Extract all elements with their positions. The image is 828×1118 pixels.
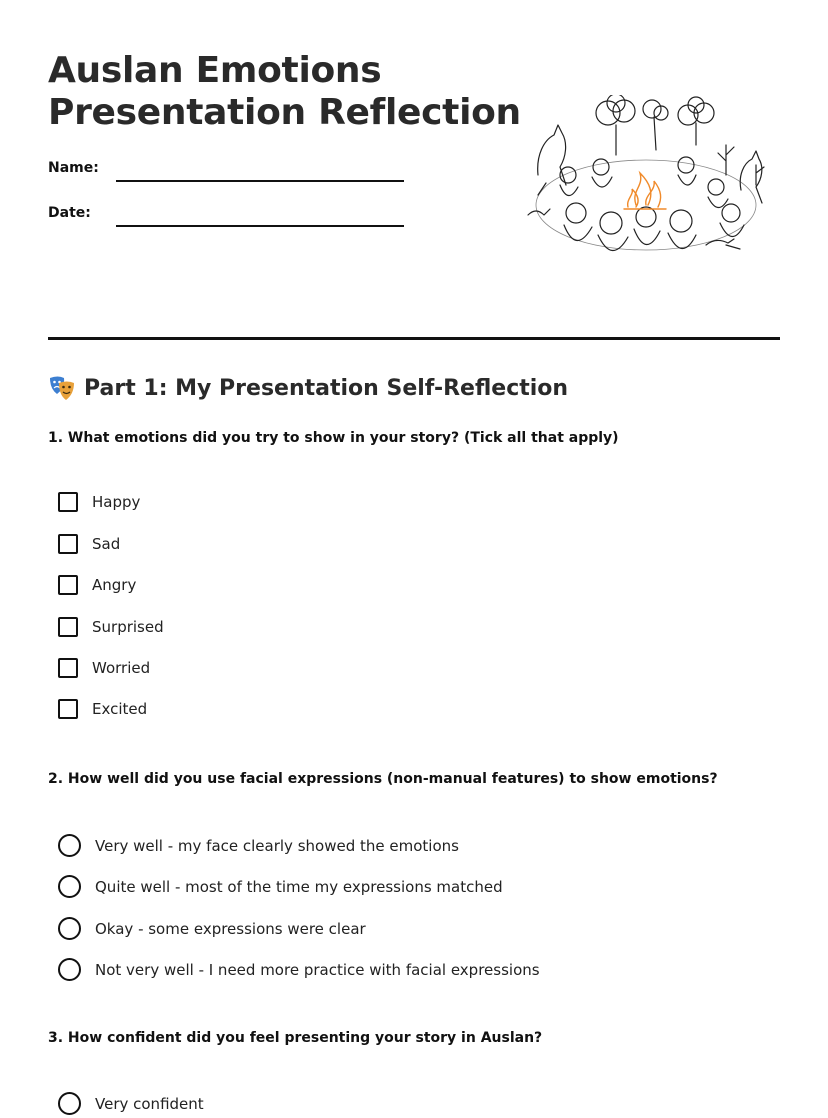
q1-option-worried[interactable] bbox=[58, 658, 150, 678]
option-label: Happy bbox=[92, 493, 141, 511]
q2-option-not-very-well[interactable] bbox=[58, 958, 540, 981]
radio-button[interactable] bbox=[58, 917, 81, 940]
page-title bbox=[48, 50, 521, 134]
option-label: Angry bbox=[92, 576, 137, 594]
q1-option-sad[interactable] bbox=[58, 534, 120, 554]
option-label: Surprised bbox=[92, 618, 164, 636]
radio-button[interactable] bbox=[58, 875, 81, 898]
section-divider bbox=[48, 337, 780, 340]
theatre-masks-icon bbox=[48, 374, 76, 402]
date-label: Date: bbox=[48, 205, 91, 221]
name-field[interactable] bbox=[116, 180, 404, 182]
checkbox[interactable] bbox=[58, 575, 78, 595]
part-1-heading-text: Part 1: My Presentation Self-Reflection bbox=[84, 375, 569, 401]
option-label: Quite well - most of the time my expressions matched bbox=[95, 877, 503, 896]
part-1-heading bbox=[48, 374, 568, 402]
q2-option-very-well[interactable] bbox=[58, 834, 459, 857]
checkbox[interactable] bbox=[58, 699, 78, 719]
q1-option-happy[interactable] bbox=[58, 492, 140, 512]
title-line-2: Presentation Reflection bbox=[48, 92, 521, 133]
q3-option-very-confident[interactable] bbox=[58, 1092, 204, 1115]
option-label: Very confident bbox=[95, 1094, 204, 1113]
option-label: Okay - some expressions were clear bbox=[95, 919, 366, 938]
q1-option-angry[interactable] bbox=[58, 575, 136, 595]
checkbox[interactable] bbox=[58, 658, 78, 678]
radio-button[interactable] bbox=[58, 834, 81, 857]
radio-button[interactable] bbox=[58, 1092, 81, 1115]
name-label: Name: bbox=[48, 160, 99, 176]
question-2: 2. How well did you use facial expressions (non-manual features) to show emotions? bbox=[48, 771, 718, 787]
option-label: Very well - my face clearly showed the emotions bbox=[95, 836, 459, 855]
q2-option-okay[interactable] bbox=[58, 917, 366, 940]
question-3: 3. How confident did you feel presenting your story in Auslan? bbox=[48, 1030, 543, 1046]
option-label: Excited bbox=[92, 700, 148, 718]
option-label: Worried bbox=[92, 659, 151, 677]
question-1: 1. What emotions did you try to show in your story? (Tick all that apply) bbox=[48, 430, 619, 446]
option-label: Not very well - I need more practice with facial expressions bbox=[95, 960, 540, 979]
checkbox[interactable] bbox=[58, 617, 78, 637]
q2-option-quite-well[interactable] bbox=[58, 875, 503, 898]
title-line-1: Auslan Emotions bbox=[48, 50, 382, 91]
checkbox[interactable] bbox=[58, 534, 78, 554]
date-field[interactable] bbox=[116, 225, 404, 227]
q1-option-excited[interactable] bbox=[58, 699, 147, 719]
option-label: Sad bbox=[92, 535, 121, 553]
radio-button[interactable] bbox=[58, 958, 81, 981]
checkbox[interactable] bbox=[58, 492, 78, 512]
q1-option-surprised[interactable] bbox=[58, 617, 164, 637]
campfire-illustration bbox=[516, 95, 772, 265]
